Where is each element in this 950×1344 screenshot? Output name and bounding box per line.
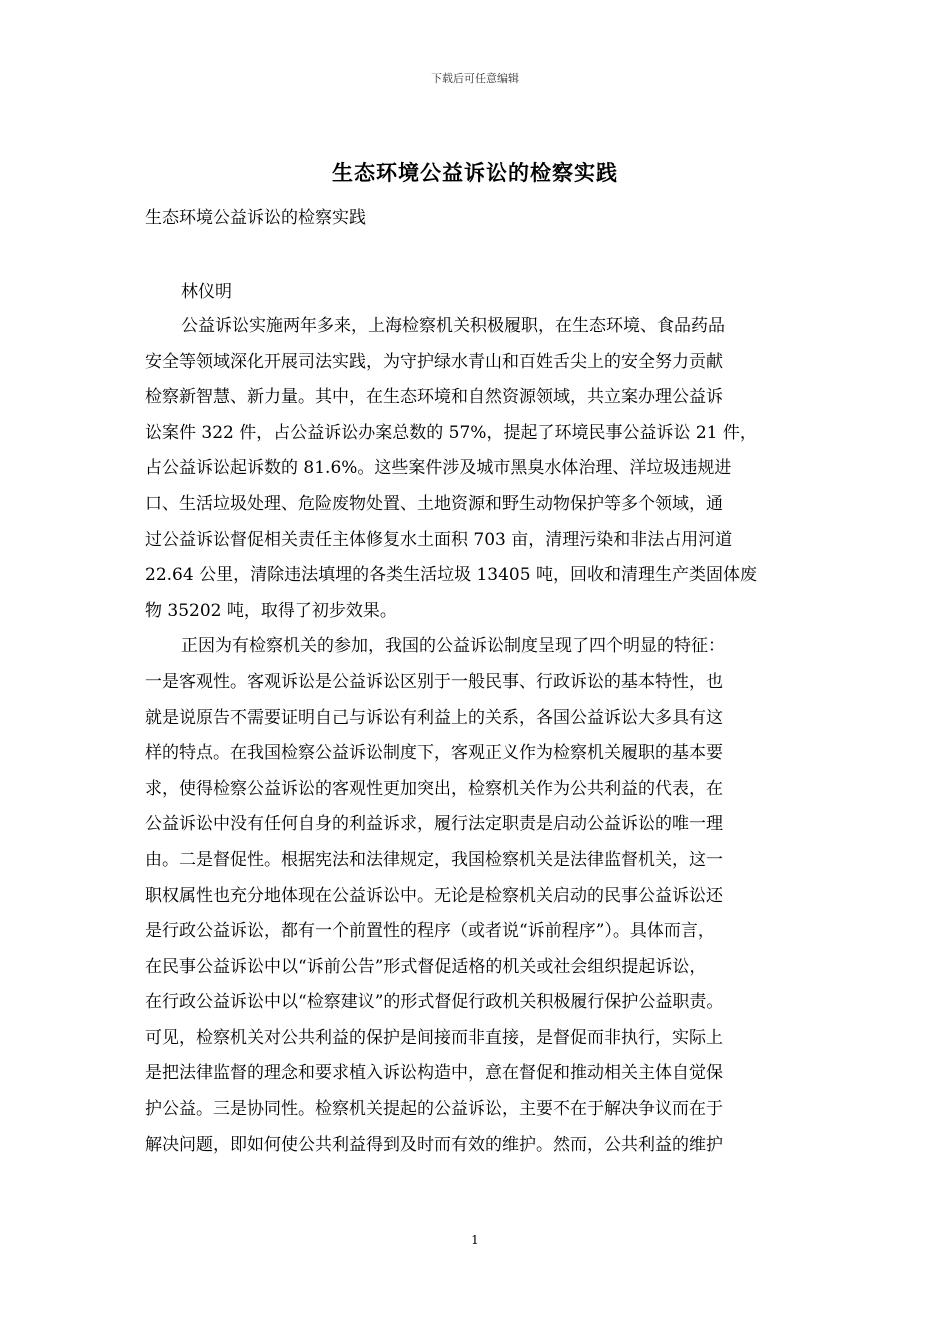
body-line: 在行政公益诉讼中以“检察建议”的形式督促行政机关积极履行保护公益职责。: [145, 992, 724, 1013]
body-line: 公益诉讼中没有任何自身的利益诉求，履行法定职责是启动公益诉讼的唯一理: [145, 814, 723, 835]
document-title: 生态环境公益诉讼的检察实践: [332, 160, 618, 185]
body-line: 一是客观性。客观诉讼是公益诉讼区别于一般民事、行政诉讼的基本特性，也: [145, 671, 723, 692]
body-line: 口、生活垃圾处理、危险废物处置、土地资源和野生动物保护等多个领域，通: [145, 493, 723, 514]
body-line: 安全等领域深化开展司法实践，为守护绿水青山和百姓舌尖上的安全努力贡献: [145, 351, 723, 372]
body-line: 物 35202 吨，取得了初步效果。: [145, 600, 397, 621]
body-line: 在民事公益诉讼中以“诉前公告”形式督促适格的机关或社会组织提起诉讼，: [145, 956, 707, 977]
author-name: 林仪明: [181, 282, 232, 302]
body-line: 占公益诉讼起诉数的 81.6%。这些案件涉及城市黑臭水体治理、洋垃圾违规进: [145, 458, 732, 479]
body-line: 求，使得检察公益诉讼的客观性更加突出，检察机关作为公共利益的代表，在: [145, 778, 723, 799]
body-line: 职权属性也充分地体现在公益诉讼中。无论是检察机关启动的民事公益诉讼还: [145, 885, 723, 906]
body-line: 讼案件 322 件，占公益诉讼办案总数的 57%，提起了环境民事公益诉讼 21 件，: [145, 422, 757, 443]
body-line: 是把法律监督的理念和要求植入诉讼构造中，意在督促和推动相关主体自觉保: [145, 1063, 723, 1084]
body-line: 检察新智慧、新力量。其中，在生态环境和自然资源领域，共立案办理公益诉: [145, 387, 723, 408]
page-number: 1: [471, 1233, 479, 1247]
body-line: 可见，检察机关对公共利益的保护是间接而非直接，是督促而非执行，实际上: [145, 1027, 723, 1048]
body-line: 公益诉讼实施两年多来，上海检察机关积极履职，在生态环境、食品药品: [181, 316, 725, 336]
body-line: 过公益诉讼督促相关责任主体修复水土面积 703 亩，清理污染和非法占用河道: [145, 529, 733, 550]
body-line: 正因为有检察机关的参加，我国的公益诉讼制度呈现了四个明显的特征：: [181, 636, 725, 657]
document-subtitle: 生态环境公益诉讼的检察实践: [145, 208, 366, 228]
body-line: 护公益。三是协同性。检察机关提起的公益诉讼，主要不在于解决争议而在于: [145, 1099, 723, 1120]
body-line: 是行政公益诉讼，都有一个前置性的程序（或者说“诉前程序”）。具体而言，: [145, 921, 715, 942]
body-line: 解决问题，即如何使公共利益得到及时而有效的维护。然而，公共利益的维护: [145, 1134, 723, 1155]
header-note: 下载后可任意编辑: [431, 72, 519, 85]
body-line: 样的特点。在我国检察公益诉讼制度下，客观正义作为检察机关履职的基本要: [145, 743, 723, 764]
body-line: 就是说原告不需要证明自己与诉讼有利益上的关系，各国公益诉讼大多具有这: [145, 707, 723, 728]
body-line: 22.64 公里，清除违法填埋的各类生活垃圾 13405 吨，回收和清理生产类固体废: [145, 565, 757, 586]
body-text: [145, 309, 825, 1163]
body-line: 由。二是督促性。根据宪法和法律规定，我国检察机关是法律监督机关，这一: [145, 849, 723, 870]
